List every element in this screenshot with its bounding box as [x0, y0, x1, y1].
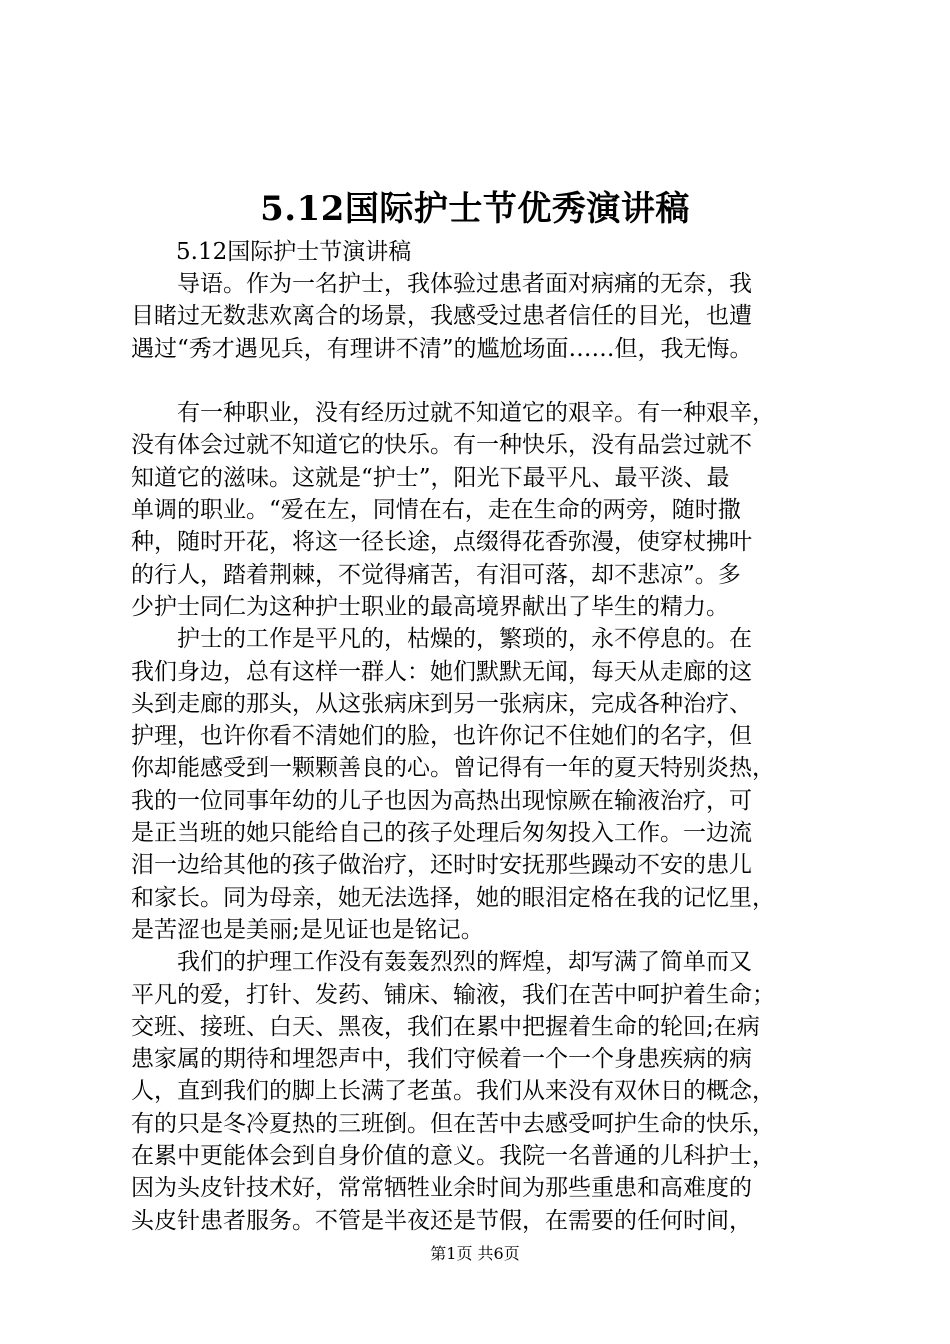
- document-title: 5.12国际护士节优秀演讲稿: [260, 189, 690, 229]
- text-line: 有一种职业，没有经历过就不知道它的艰辛。有一种艰辛，: [177, 400, 775, 427]
- text-line: 因为头皮针技术好，常常牺牲业余时间为那些重患和高难度的: [131, 1175, 752, 1202]
- text-line: 知道它的滋味。这就是“护士”，阳光下最平凡、最平淡、最: [131, 464, 730, 491]
- text-line: 没有体会过就不知道它的快乐。有一种快乐，没有品尝过就不: [131, 432, 752, 459]
- text-line: 遇过“秀才遇见兵，有理讲不清”的尴尬场面……但，我无悔。: [131, 335, 753, 362]
- text-line: 种，随时开花，将这一径长途，点缀得花香弥漫，使穿杖拂叶: [131, 529, 752, 556]
- text-line: 你却能感受到一颗颗善良的心。曾记得有一年的夏天特别炎热，: [131, 755, 775, 782]
- text-line: 患家属的期待和埋怨声中，我们守候着一个一个身患疾病的病: [131, 1046, 752, 1073]
- text-line: 我们的护理工作没有轰轰烈烈的辉煌，却写满了简单而又: [177, 949, 752, 976]
- text-line: 在累中更能体会到自身价值的意义。我院一名普通的儿科护士，: [131, 1143, 775, 1170]
- text-line: 是正当班的她只能给自己的孩子处理后匆匆投入工作。一边流: [131, 820, 752, 847]
- text-line: 平凡的爱，打针、发药、铺床、输液，我们在苦中呵护着生命；: [131, 981, 775, 1008]
- text-line: 是苦涩也是美丽;是见证也是铭记。: [131, 916, 484, 943]
- text-line: 泪一边给其他的孩子做治疗，还时时安抚那些躁动不安的患儿: [131, 852, 752, 879]
- text-line: 人，直到我们的脚上长满了老茧。我们从来没有双休日的概念，: [131, 1078, 775, 1105]
- text-line: 护士的工作是平凡的，枯燥的，繁琐的，永不停息的。在: [177, 626, 752, 653]
- text-line: 护理，也许你看不清她们的脸，也许你记不住她们的名字，但: [131, 723, 752, 750]
- text-line: 头到走廊的那头，从这张病床到另一张病床，完成各种治疗、: [131, 690, 752, 717]
- text-line: 有的只是冬冷夏热的三班倒。但在苦中去感受呵护生命的快乐，: [131, 1110, 775, 1137]
- text-line: 我的一位同事年幼的儿子也因为高热出现惊厥在输液治疗，可: [131, 787, 752, 814]
- text-line: 的行人，踏着荆棘，不觉得痛苦，有泪可落，却不悲凉”。多: [131, 561, 741, 588]
- text-line: 交班、接班、白天、黑夜，我们在累中把握着生命的轮回;在病: [131, 1013, 760, 1040]
- blank-line: [131, 365, 831, 397]
- document-body: [131, 268, 831, 1237]
- text-line: 目睹过无数悲欢离合的场景，我感受过患者信任的目光，也遭: [131, 303, 752, 330]
- text-line: 和家长。同为母亲，她无法选择，她的眼泪定格在我的记忆里，: [131, 884, 775, 911]
- document-subtitle: 5.12国际护士节演讲稿: [176, 239, 412, 265]
- text-line: 我们身边，总有这样一群人：她们默默无闻，每天从走廊的这: [131, 658, 752, 685]
- text-line: 单调的职业。“爱在左，同情在右，走在生命的两旁，随时撒: [131, 497, 741, 524]
- page-footer: 第1页 共6页: [430, 1244, 520, 1263]
- text-line: 少护士同仁为这种护士职业的最高境界献出了毕生的精力。: [131, 593, 729, 620]
- text-line: 头皮针患者服务。不管是半夜还是节假，在需要的任何时间，: [131, 1207, 752, 1234]
- text-line: 导语。作为一名护士，我体验过患者面对病痛的无奈，我: [177, 271, 752, 297]
